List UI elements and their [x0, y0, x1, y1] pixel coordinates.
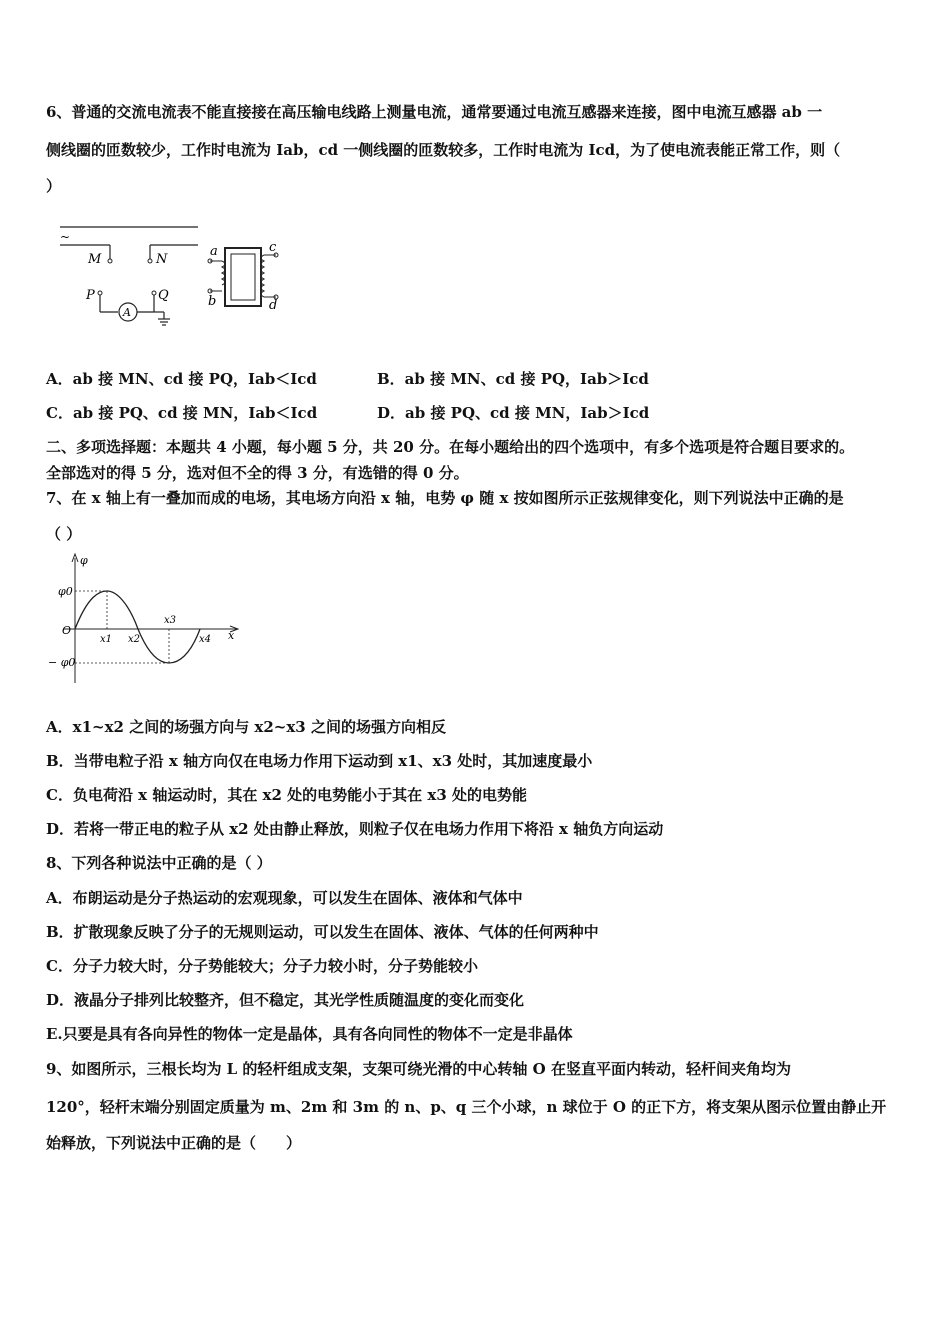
q8-option-B: B．扩散现象反映了分子的无规则运动，可以发生在固体、液体、气体的任何两种中 — [46, 923, 599, 941]
q6-stem-line-2: 侧线圈的匝数较少，工作时电流为 Iab，cd 一侧线圈的匝数较多，工作时电流为 Icd，为了使电流表能正常工作，则（ — [46, 141, 841, 159]
q7-x4-label: x4 — [199, 634, 212, 645]
q7-option-C: C．负电荷沿 x 轴运动时，其在 x2 处的电势能小于其在 x3 处的电势能 — [46, 786, 527, 804]
q7-x3-label: x3 — [164, 615, 177, 626]
q6-label-N: N — [156, 252, 168, 267]
q6-circuit-figure — [50, 215, 290, 330]
q7-x-axis-label: x — [228, 629, 235, 642]
q9-stem-line-3: 始释放，下列说法中正确的是（ ） — [46, 1134, 302, 1152]
q7-stem-line-1: 7、在 x 轴上有一叠加而成的电场，其电场方向沿 x 轴，电势 φ 随 x 按如图所示正弦规律变化，则下列说法中正确的是 — [46, 489, 844, 507]
q7-sine-curve — [75, 591, 200, 663]
q7-x2-label: x2 — [128, 634, 141, 645]
q7-stem-line-2: （ ） — [46, 525, 82, 543]
q6-option-C: C．ab 接 PQ、cd 接 MN，Iab＜Icd — [46, 404, 318, 422]
q6-label-d: d — [269, 298, 278, 313]
q7-phi0-label: φ0 — [58, 585, 73, 598]
section2-heading-line-2: 全部选对的得 5 分，选对但不全的得 3 分，有选错的得 0 分。 — [46, 464, 469, 482]
q9-stem-line-1: 9、如图所示，三根长均为 L 的轻杆组成支架，支架可绕光滑的中心转轴 O 在竖直平面内转动，轻杆间夹角均为 — [46, 1060, 791, 1078]
q8-option-C: C．分子力较大时，分子势能较大；分子力较小时，分子势能较小 — [46, 957, 478, 975]
q6-label-P: P — [86, 288, 95, 303]
q7-option-B: B．当带电粒子沿 x 轴方向仅在电场力作用下运动到 x1、x3 处时，其加速度最小 — [46, 752, 593, 770]
q7-x1-label: x1 — [100, 634, 113, 645]
q6-stem-line-3: ） — [46, 177, 62, 195]
q6-option-A: A．ab 接 MN、cd 接 PQ，Iab＜Icd — [46, 370, 317, 388]
q6-label-M: M — [88, 252, 102, 267]
q6-ac-symbol: ~ — [60, 230, 71, 244]
q8-option-E: E.只要是具有各向异性的物体一定是晶体，具有各向同性的物体不一定是非晶体 — [46, 1025, 573, 1043]
q6-option-B: B．ab 接 MN、cd 接 PQ，Iab＞Icd — [377, 370, 649, 388]
q6-label-a: a — [210, 244, 218, 259]
q7-option-A: A．x1~x2 之间的场强方向与 x2~x3 之间的场强方向相反 — [46, 718, 446, 736]
q6-label-Q: Q — [158, 288, 169, 303]
q6-transformer-icon — [222, 248, 264, 306]
q6-label-c: c — [269, 240, 277, 255]
q6-stem-line-1: 6、普通的交流电流表不能直接接在高压输电线路上测量电流，通常要通过电流互感器来连接，图中电流互感器 ab 一 — [46, 103, 823, 121]
q7-origin-label: O — [62, 624, 72, 637]
q7-neg-phi0-label: − φ0 — [48, 656, 76, 669]
section2-heading-line-1: 二、多项选择题：本题共 4 小题，每小题 5 分，共 20 分。在每小题给出的四个选项中，有多个选项是符合题目要求的。 — [46, 438, 855, 456]
q7-option-D: D．若将一带正电的粒子从 x2 处由静止释放，则粒子仅在电场力作用下将沿 x 轴负方向运动 — [46, 820, 664, 838]
q8-option-A: A．布朗运动是分子热运动的宏观现象，可以发生在固体、液体和气体中 — [46, 889, 523, 907]
q7-sine-graph — [44, 550, 249, 690]
q8-stem: 8、下列各种说法中正确的是（ ） — [46, 854, 272, 872]
q6-label-b: b — [208, 294, 217, 309]
q6-option-D: D．ab 接 PQ、cd 接 MN，Iab＞Icd — [377, 404, 650, 422]
q7-phi-axis-label: φ — [80, 554, 88, 567]
q9-stem-line-2: 120°，轻杆末端分别固定质量为 m、2m 和 3m 的 n、p、q 三个小球，n 球位于 O 的正下方，将支架从图示位置由静止开 — [46, 1098, 887, 1116]
q8-option-D: D．液晶分子排列比较整齐，但不稳定，其光学性质随温度的变化而变化 — [46, 991, 525, 1009]
q6-label-A: A — [123, 306, 131, 319]
